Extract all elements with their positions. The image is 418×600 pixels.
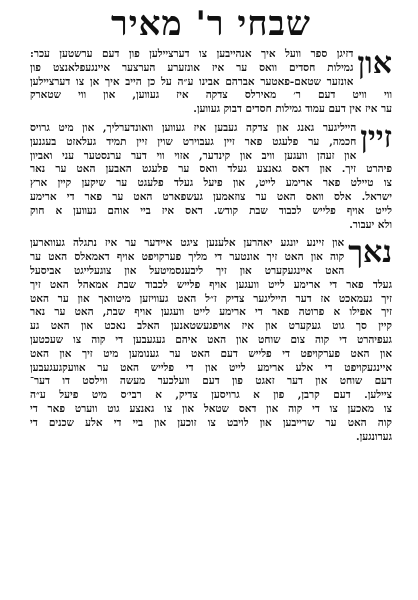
paragraph-opening-word: און bbox=[357, 46, 392, 81]
text-line: זיך געמאכט אז דער הייליגער צדיק ז״ל האט געוויזען מיטוואך און ער האט bbox=[30, 292, 392, 305]
text-line: קוה האט ער שרייבען און לויבט צו זוכען און ביי די אלע שכנים די bbox=[30, 416, 392, 429]
text-line: און האט פערקויפט די פלייש דעם האט ער גענומען מיט זיך און האט bbox=[30, 347, 392, 360]
text-line: ישראל. אלס וואס האט ער צוזאמען געשפארט האט ער פאר די ארימע bbox=[30, 190, 392, 203]
text-line: דעם שוחט און דער זאגט פון דעם וועלכער מעשה ווילסט דו דער־ bbox=[30, 375, 392, 388]
text-line: געפיהרט די קוה צום שוחט און האט איהם געגעבען די קוה צו שעכטען bbox=[30, 333, 392, 346]
text-line: חכמה, ער פלעגט פאר זיין געבוירט שוין זיין תמיד געלאזט בעגנען bbox=[30, 135, 357, 148]
text-line: דזיגן ספר וועל איך אנהייבען צו דערציילען פון דעם ערשטען עכר: bbox=[30, 48, 354, 60]
text-line: ער איז אין דעם עמוד גמילות חסדים דבוק געווען. bbox=[193, 103, 392, 116]
text-line: האט איינגעקערט און זיך ליבענסמיטעל און צוגעלייגט אביסעל bbox=[30, 264, 345, 277]
text-line: ווי וויט דעם ר׳ מאירלס צדקה איז געווען, און ווי שטארק bbox=[30, 89, 392, 102]
text-line: גערונגען. bbox=[355, 430, 392, 443]
paragraph-opening-word: זיין bbox=[360, 119, 392, 155]
text-line: איינגעקויפט די אלע ארימע לייט און די פלייש האט ער אוועקגעגעבען bbox=[30, 361, 392, 374]
document-body bbox=[30, 48, 392, 444]
text-line: און זעהן וועגען וויב און קינדער, אזוי ווי דער ערנסטער עני ואביון bbox=[30, 149, 357, 162]
text-line: גמילות חסדים וואס ער איז אונזערע הערצער איינגעפלאנצט פון bbox=[30, 61, 354, 74]
text-line: און זיינע יונגע יאהרען אלענען ציגט איידער ער איז נתגלה געווארען bbox=[30, 237, 345, 250]
text-line: ולא יעבור. bbox=[349, 218, 392, 231]
paragraph bbox=[30, 48, 392, 117]
paragraph bbox=[30, 119, 392, 232]
text-line: לייט אויף פלייש לכבוד שבת קודש. דאס איז ביי אוהם געווען א חוק bbox=[30, 204, 392, 217]
text-line: פיהרט זיך. און דאס גאנצע געלד וואס ער פלעגט האבען האט ער נאר bbox=[30, 163, 392, 176]
text-line: ציילען. דעם קרבן, פון א גרויסען צדיק, א רבי׳ס מיט פיעל ע״ה bbox=[30, 389, 392, 402]
paragraph bbox=[30, 237, 392, 444]
text-line: הייליגער גאנג און צדקה געבען איז געווען וואונדערליך, און מיט גרויס bbox=[30, 121, 357, 134]
text-line: אונזער שטאם-פאטער אברהם אבינו ע״ה על כן הייב איך אן צו דערציילען bbox=[30, 75, 354, 88]
page-title: שבחי ר' מאיר bbox=[111, 4, 311, 44]
text-line: קוה און האט זיך אונטער די מליך פערקויפט אויף דאמאלס האט ער bbox=[30, 251, 345, 264]
text-line: קיין סך גוט געקערט און איז אויפגעשטאנען האלב נאכט און האט גע bbox=[30, 320, 392, 333]
text-line: צו מאכען צו די קוה און דאס שטאל און צו גאנצע גוט ווערט פאר די bbox=[30, 402, 392, 415]
text-line: געלד פאר די ארימע לייט וועגען אויף פלייש לכבוד שבת אמאהל האט זיך bbox=[30, 278, 392, 291]
text-line: צו טיילט פאר ארימע לייט, און פיעל געלד פלעגט ער שיקען קיין ארץ bbox=[30, 177, 392, 190]
paragraph-opening-word: נאך bbox=[348, 235, 392, 271]
text-line: זיך אפילו א פרוטה פאר די ארימע לייט וועגען אויף שבת, האט ער נאר bbox=[30, 306, 392, 319]
